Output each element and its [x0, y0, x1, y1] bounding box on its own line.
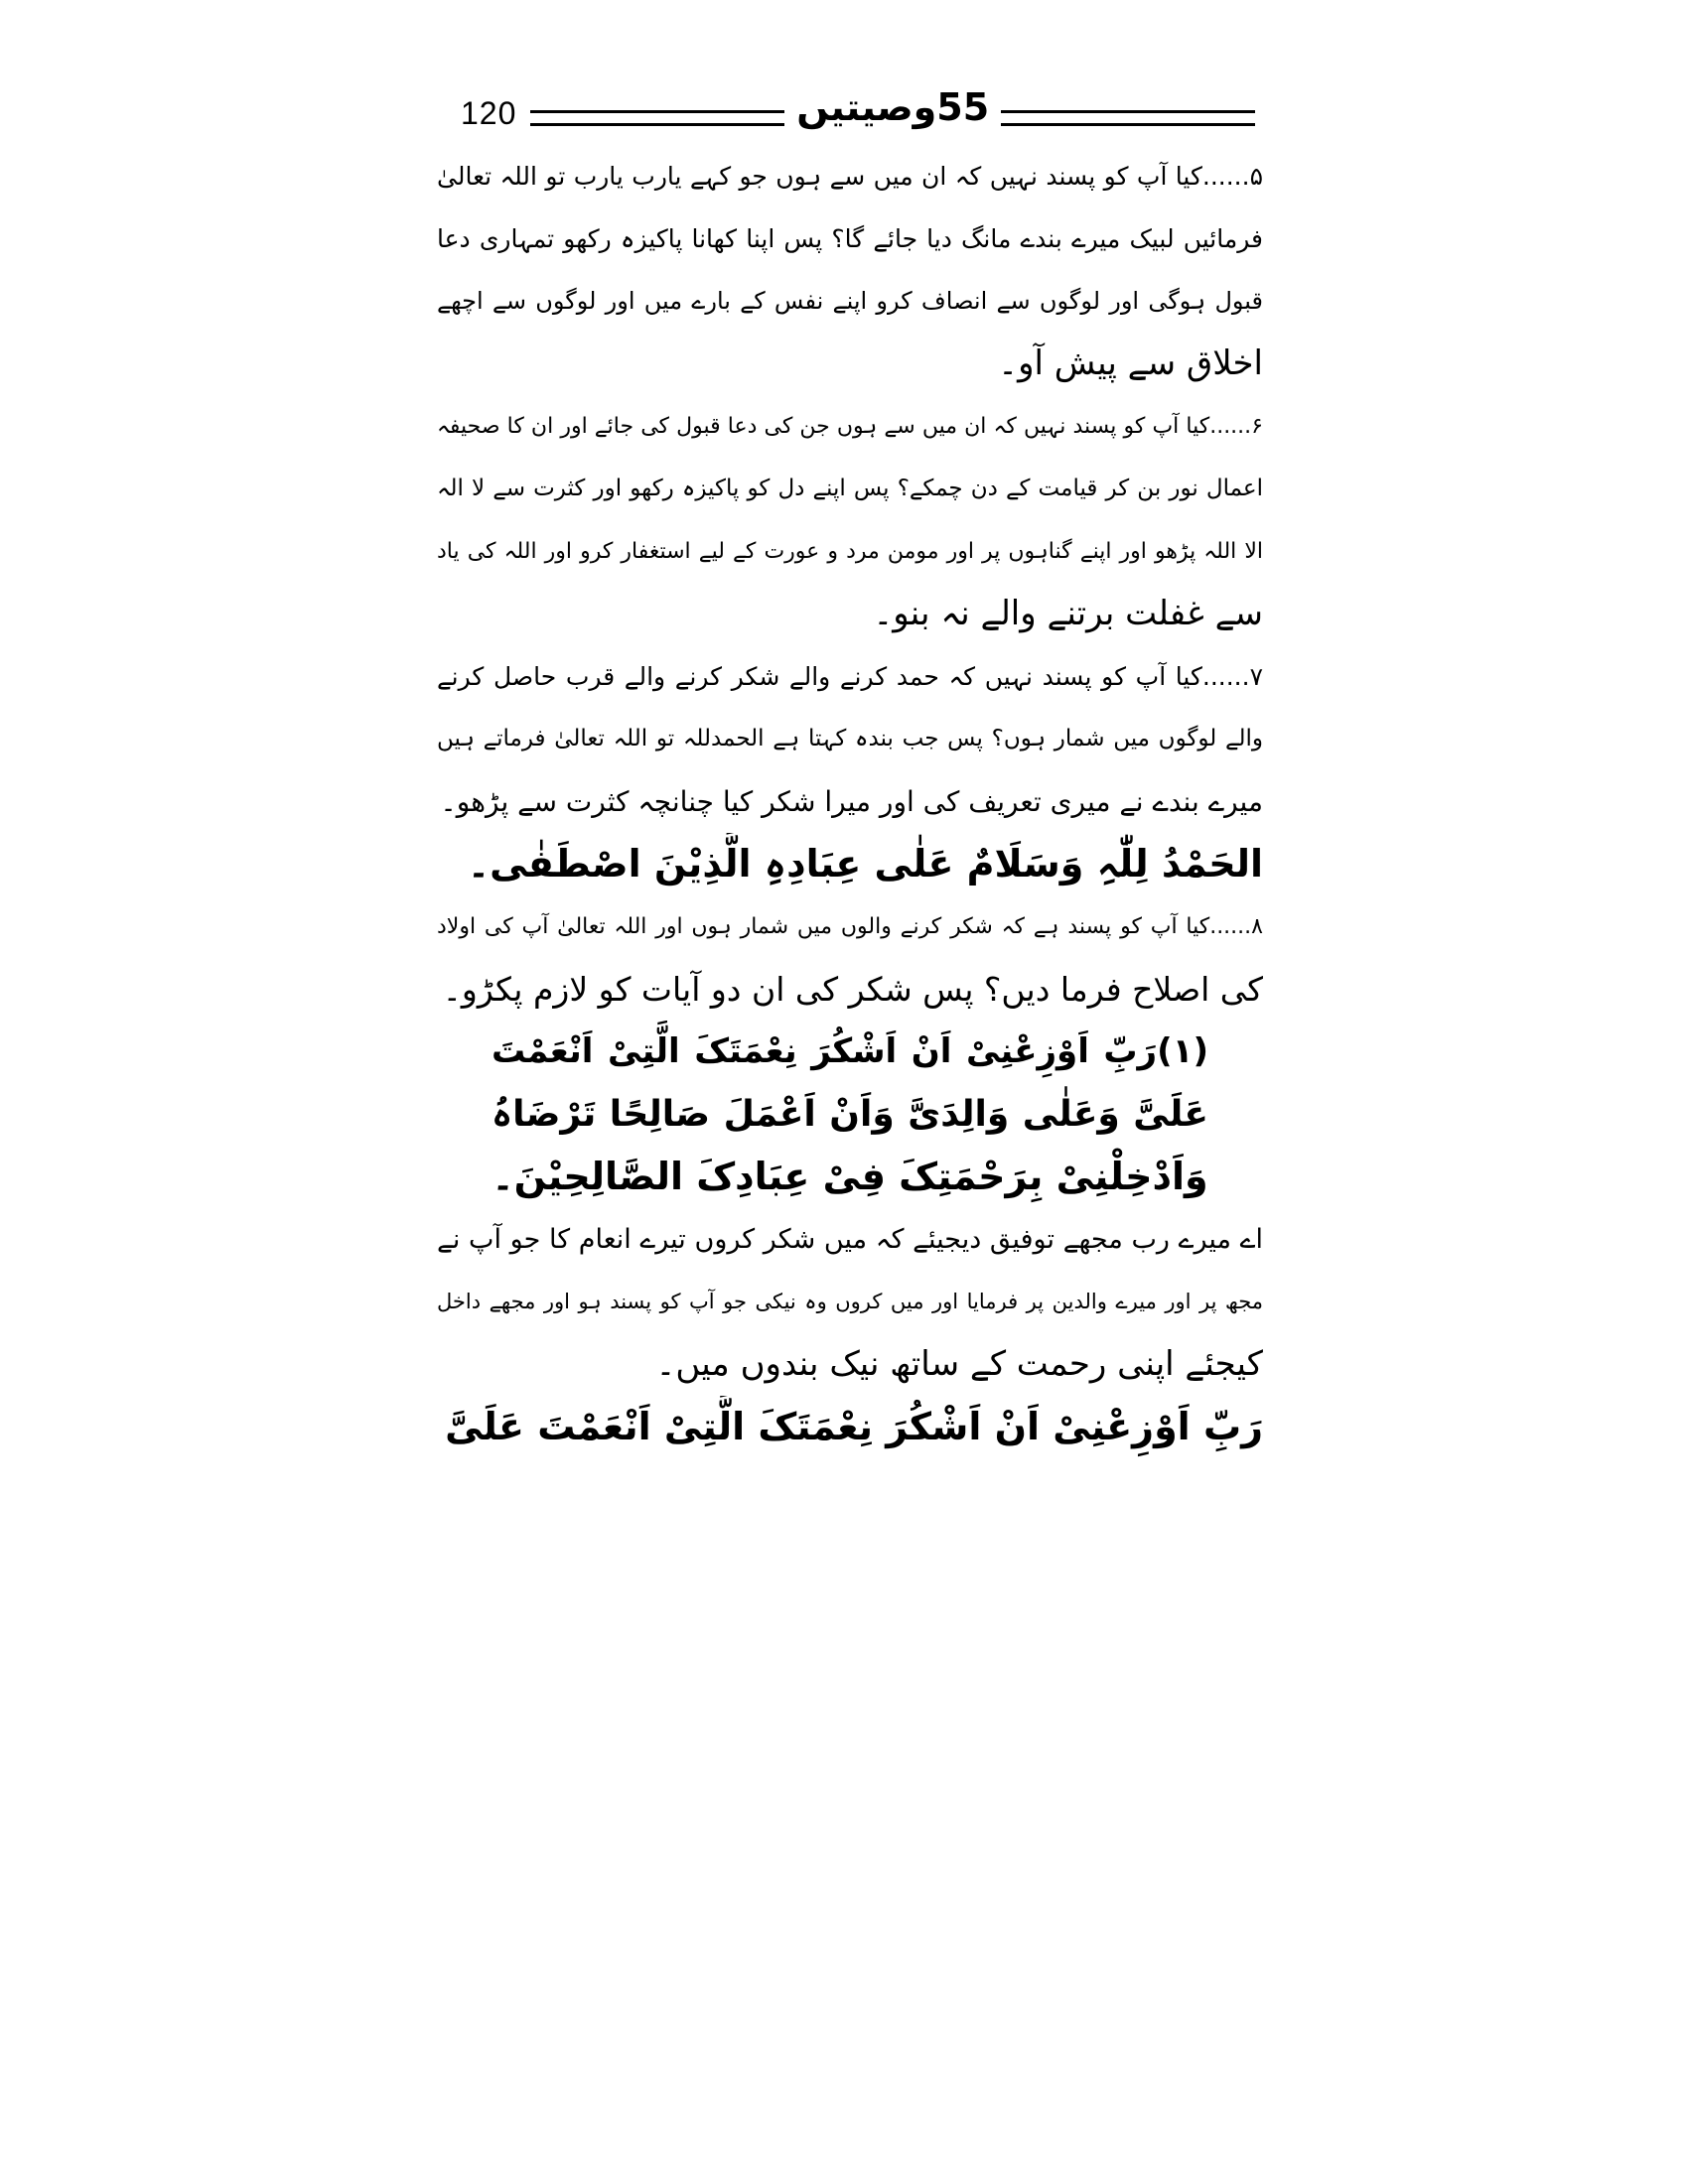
- para-6-line-2: اعمال نور بن کر قیامت کے دن چمکے؟ پس اپنے دل کو پاکیزہ رکھو اور کثرت سے لا الہ: [437, 476, 1263, 501]
- translation-line-3: کیجئے اپنی رحمت کے ساتھ نیک بندوں میں۔: [655, 1344, 1263, 1384]
- quran-verse-line-2: عَلَیَّ وَعَلٰی وَالِدَیَّ وَاَنْ اَعْمَلَ صَالِحًا تَرْضَاہُ: [492, 1094, 1208, 1135]
- translation-line-2: مجھ پر اور میرے والدین پر فرمایا اور میں کروں وہ نیکی جو آپ کو پسند ہو اور مجھے داخل: [437, 1290, 1263, 1313]
- quran-verse-line-1: (۱)رَبِّ اَوْزِعْنِیْ اَنْ اَشْکُرَ نِعْمَتَکَ الَّتِیْ اَنْعَمْتَ: [492, 1031, 1208, 1071]
- para-6-line-1: ۶......کیا آپ کو پسند نہیں کہ ان میں سے ہوں جن کی دعا قبول کی جائے اور ان کا صحیفہ: [437, 414, 1263, 439]
- para-5-line-4: اخلاق سے پیش آو۔: [998, 343, 1263, 383]
- quran-verse-line-3: وَاَدْخِلْنِیْ بِرَحْمَتِکَ فِیْ عِبَادِکَ الصَّالِحِیْنَ۔: [492, 1155, 1208, 1198]
- para-5-line-3: قبول ہوگی اور لوگوں سے انصاف کرو اپنے نفس کے بارے میں اور لوگوں سے اچھے: [437, 287, 1263, 315]
- page-header: [437, 62, 1263, 131]
- header-rule-left: [530, 110, 784, 126]
- para-5-line-1: ۵......کیا آپ کو پسند نہیں کہ ان میں سے ہوں جو کہے یارب یارب تو اللہ تعالیٰ: [437, 162, 1263, 191]
- closing-verse-line: رَبِّ اَوْزِعْنِیْ اَنْ اَشْکُرَ نِعْمَتَکَ الَّتِیْ اَنْعَمْتَ عَلَیَّ: [445, 1405, 1263, 1448]
- hamd-arabic-line: الحَمْدُ لِلّٰہِ وَسَلَامٌ عَلٰی عِبَادِہِ الَّذِیْنَ اصْطَفٰی۔: [467, 842, 1263, 886]
- para-7-line-2: والے لوگوں میں شمار ہوں؟ پس جب بندہ کہتا ہے الحمدللہ تو اللہ تعالیٰ فرماتے ہیں: [437, 726, 1263, 751]
- para-6-line-4: سے غفلت برتنے والے نہ بنو۔: [873, 594, 1263, 633]
- para-6-line-3: الا اللہ پڑھو اور اپنے گناہوں پر اور مومن مرد و عورت کے لیے استغفار کرو اور اللہ کی یاد: [437, 539, 1263, 564]
- translation-line-1: اے میرے رب مجھے توفیق دیجیئے کہ میں شکر کروں تیرے انعام کا جو آپ نے: [437, 1224, 1263, 1255]
- para-8-line-2: کی اصلاح فرما دیں؟ پس شکر کی ان دو آیات کو لازم پکڑو۔: [442, 970, 1263, 1009]
- para-5-line-2: فرمائیں لبیک میرے بندے مانگ دیا جائے گا؟ پس اپنا کھانا پاکیزہ رکھو تمہاری دعا: [437, 224, 1263, 253]
- header-rule-right: [1001, 110, 1255, 126]
- page-title: 55وصیتیں: [796, 85, 990, 130]
- para-8-line-1: ۸......کیا آپ کو پسند ہے کہ شکر کرنے والوں میں شمار ہوں اور اللہ تعالیٰ آپ کی اولاد: [437, 914, 1263, 939]
- para-7-line-3: میرے بندے نے میری تعریف کی اور میرا شکر کیا چنانچہ کثرت سے پڑھو۔: [440, 785, 1263, 818]
- para-7-line-1: ۷......کیا آپ کو پسند نہیں کہ حمد کرنے والے شکر کرنے والے قرب حاصل کرنے: [437, 662, 1263, 691]
- page-body: [437, 145, 1263, 1458]
- page-number: 120: [461, 95, 517, 131]
